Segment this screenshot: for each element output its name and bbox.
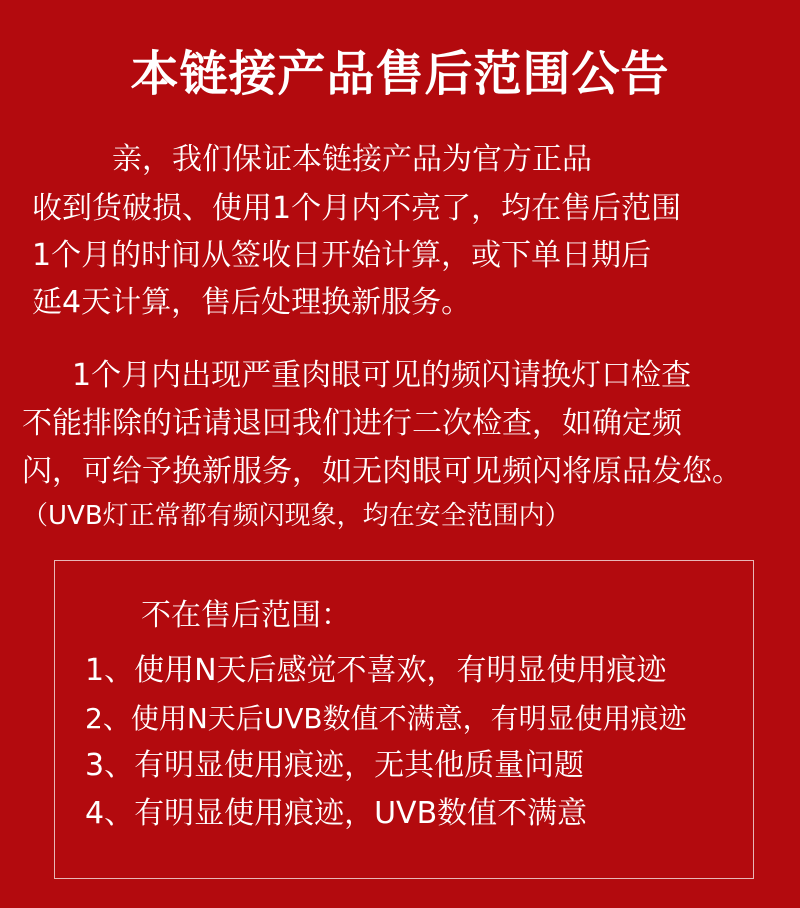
intro-line-2: 收到货破损、使用1个月内不亮了，均在售后范围	[32, 191, 682, 226]
flicker-line-1: 1个月内出现严重肉眼可见的频闪请换灯口检查	[72, 358, 692, 393]
intro-line-4: 延4天计算，售后处理换新服务。	[32, 285, 472, 320]
not-covered-box	[54, 560, 754, 879]
flicker-line-2: 不能排除的话请退回我们进行二次检查，如确定频	[22, 406, 682, 441]
flicker-line-4: （UVB灯正常都有频闪现象，均在安全范围内）	[22, 501, 571, 531]
not-covered-item-2: 2、使用N天后UVB数值不满意，有明显使用痕迹	[85, 702, 687, 735]
not-covered-item-3: 3、有明显使用痕迹，无其他质量问题	[85, 748, 585, 783]
flicker-line-3: 闪，可给予换新服务，如无肉眼可见频闪将原品发您。	[22, 454, 742, 489]
not-covered-heading: 不在售后范围：	[141, 598, 351, 633]
page-title: 本链接产品售后范围公告	[130, 46, 670, 102]
not-covered-item-1: 1、使用N天后感觉不喜欢，有明显使用痕迹	[85, 653, 667, 688]
not-covered-item-4: 4、有明显使用痕迹，UVB数值不满意	[85, 796, 588, 831]
intro-line-1: 亲，我们保证本链接产品为官方正品	[112, 142, 592, 177]
intro-line-3: 1个月的时间从签收日开始计算，或下单日期后	[32, 238, 652, 273]
